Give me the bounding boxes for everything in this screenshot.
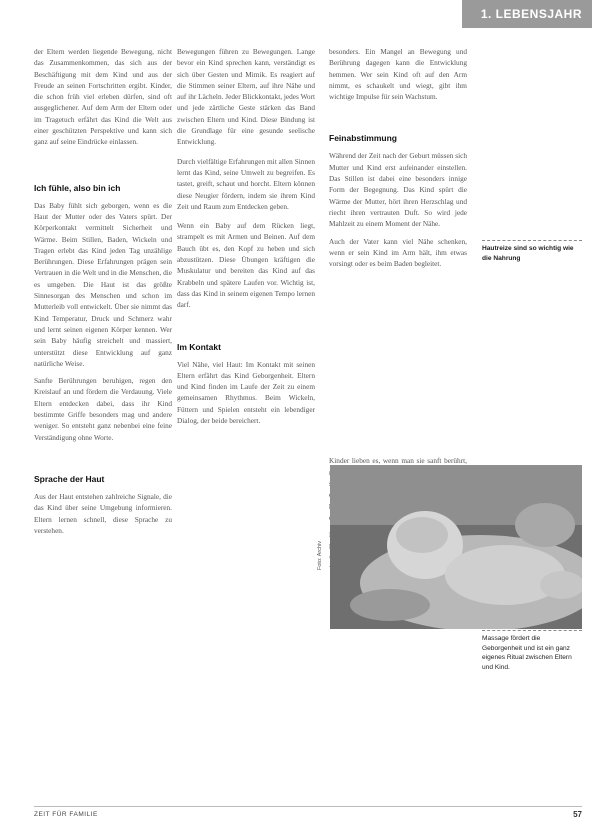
photo-baby-massage (330, 465, 582, 629)
photo-credit: Foto: Archiv (317, 540, 323, 570)
paragraph: besonders. Ein Mangel an Bewegung und Berührung dagegen kann die Entwicklung hemmen. Wer sein Kind oft auf den Arm nimmt, es schaukelt und wiegt, gibt ihm wichtige Impulse für sein Wachstum. (329, 47, 467, 102)
paragraph: Wenn ein Baby auf dem Rücken liegt, strampelt es mit Armen und Beinen. Auf dem Bauch übt es, den Kopf zu heben und sich abzustützen. Diese Übungen kräftigen die Muskulatur und bereiten das Kind auf das Krabbeln und spätere Laufen vor. Wichtig ist, dass das Kind in seinem eigenen Tempo lernen darf. (177, 221, 315, 310)
paragraph: der Eltern werden liegende Bewegung, nicht das Zusammenkommen, das sich aus der Beschäftigung mit dem Kind und aus der Freude an seinen Fortschritten ergibt. Kinder, die schon früh viel erleben dürfen, sind oft ausgeglichener. Auf dem Arm der Eltern oder im Tragetuch erfährt das Kind die Welt aus einer geschützten Perspektive und kann sich ganz auf seine Eindrücke einlassen. (34, 47, 172, 147)
photo-spacer (329, 269, 467, 455)
paragraph: Sanfte Berührungen beruhigen, regen den Kreislauf an und fördern die Verdauung. Viele Eltern entdecken dabei, dass ihr Kind bestimmte Griffe besonders mag und andere weniger. So entsteht ganz nebenbei eine feine Verständigung ohne Worte. (34, 376, 172, 442)
section-banner (462, 0, 592, 28)
paragraph: Das Baby fühlt sich geborgen, wenn es die Haut der Mutter oder des Vaters spürt. Der Körperkontakt vermittelt Sicherheit und Wärme. Beim Stillen, Baden, Wickeln und Tragen erlebt das Kind jeden Tag unzählige Berührungen. Diese Erfahrungen prägen sein Vertrauen in die Welt und in die Menschen, die es umgeben. Die Haut ist das größte Sinnesorgan des Menschen und schon im Mutterleib voll entwickelt. Über sie nimmt das Kind Temperatur, Druck und Schmerz wahr und lernt seinen eigenen Körper kennen. Wer sein Baby häufig streichelt und massiert, unterstützt diese Entwicklung auf ganz natürliche Weise. (34, 200, 172, 368)
paragraph: Aus der Haut entstehen zahlreiche Signale, die das Kind über seine Umgebung informieren. Eltern lernen schnell, diese Sprache zu verstehen. (34, 491, 172, 535)
paragraph: Kinder lieben es, wenn man sie sanft berührt, (329, 456, 467, 466)
paragraph: Viel Nähe, viel Haut: Im Kontakt mit seinen Eltern erfährt das Kind Geborgenheit. Eltern und Kind finden im Laufe der Zeit zu einem gemeinsamen Rhythmus. Beim Wickeln, Füttern und Spielen entsteht ein lebendiger Dialog, der beide bereichert. (177, 359, 315, 426)
divider (482, 630, 582, 631)
sidebar-note-text: Hautreize sind so wichtig wie die Nahrung (482, 245, 574, 262)
paragraph: Während der Zeit nach der Geburt müssen sich Mutter und Kind erst aufeinander einstellen. Das Stillen ist dabei eine besonders innige Form der Begegnung. Das Kind spürt die Wärme der Mutter, hört ihren Herzschlag und riecht ihren vertrauten Duft. So wird jede Mahlzeit zu einem Moment der Nähe. (329, 151, 467, 229)
subheading: Feinabstimmung (329, 133, 398, 144)
caption-text: Massage fördert die Geborgenheit und ist ein ganz eigenes Ritual zwischen Eltern und Kind. (482, 635, 572, 671)
photo-caption (482, 630, 582, 672)
footer-publication: ZEIT FÜR FAMILIE (34, 811, 98, 818)
divider (482, 240, 582, 241)
subheading: Ich fühle, also bin ich (34, 182, 121, 193)
footer-rule (34, 806, 582, 807)
subheading: Sprache der Haut (34, 473, 105, 484)
section-title: 1. LEBENSJAHR (480, 7, 582, 21)
paragraph: Auch der Vater kann viel Nähe schenken, wenn er sein Kind im Arm hält, ihm etwas vorsingt oder es beim Baden begleitet. (329, 236, 467, 269)
column-2 (177, 46, 315, 426)
sidebar-note (482, 240, 582, 263)
photo-illustration (330, 465, 582, 629)
subheading: Im Kontakt (177, 341, 221, 352)
paragraph: Durch vielfältige Erfahrungen mit allen Sinnen lernt das Kind, seine Umwelt zu begreifen. Es tastet, greift, schaut und horcht. Eltern können diese Neugier fördern, indem sie ihrem Kind Zeit und Raum zum Entdecken geben. (177, 156, 315, 211)
page-number: 57 (573, 810, 582, 819)
paragraph: Bewegungen führen zu Bewegungen. Lange bevor ein Kind sprechen kann, verständigt es sich über Gesten und Mimik. Es reagiert auf die Stimmen seiner Eltern, auf ihre Nähe und auf ihr Lächeln. Jeder Blickkontakt, jedes Wort und jede zärtliche Geste stärken das Band zwischen Eltern und Kind. Diese Bindung ist die Grundlage für eine gesunde seelische Entwicklung. (177, 47, 315, 147)
column-1 (34, 46, 172, 536)
